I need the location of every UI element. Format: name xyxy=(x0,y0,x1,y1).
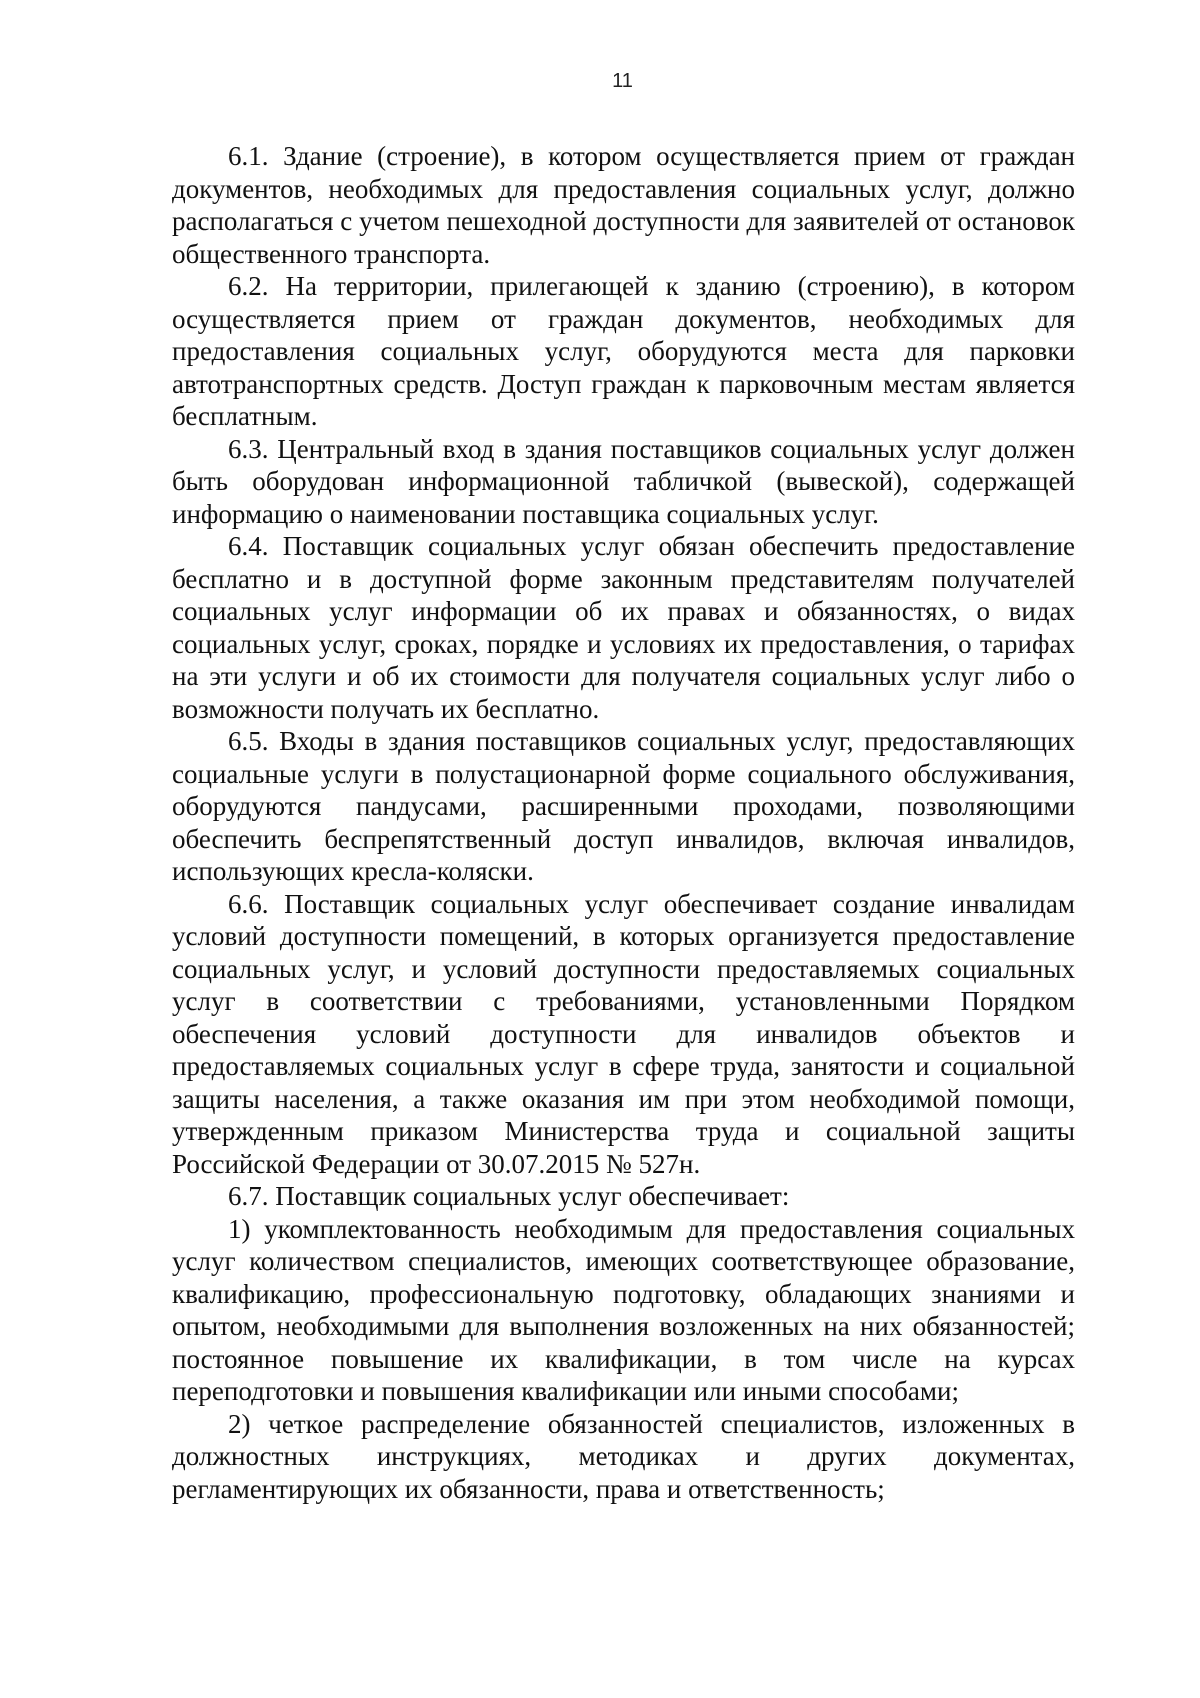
paragraph-6-5: 6.5. Входы в здания поставщиков социальных услуг, предоставляющих социальные услуги в полустационарной форме социального обслуживания, оборудуются пандусами, расширенными проходами, позволяющими обеспечить беспрепятственный доступ инвалидов, включая инвалидов, использующих кресла-коляски. xyxy=(172,726,1075,886)
paragraph-6-1: 6.1. Здание (строение), в котором осуществляется прием от граждан документов, необходимых для предоставления социальных услуг, должно располагаться с учетом пешеходной доступности для заявителей от остановок общественного транспорта. xyxy=(172,141,1075,269)
list-item-1: 1) укомплектованность необходимым для предоставления социальных услуг количеством специалистов, имеющих соответствующее образование, квалификацию, профессиональную подготовку, обладающих знаниями и опытом, необходимыми для выполнения возложенных на них обязанностей; постоянное повышение их квалификации, в том числе на курсах переподготовки и повышения квалификации или иными способами; xyxy=(172,1213,1075,1406)
paragraph-6-4: 6.4. Поставщик социальных услуг обязан обеспечить предоставление бесплатно и в доступной форме законным представителям получателей социальных услуг информации об их правах и обязанностях, о видах социальных услуг, сроках, порядке и условиях их предоставления, о тарифах на эти услуги и об их стоимости для получателя социальных услуг либо о возможности получать их бесплатно. xyxy=(172,531,1075,724)
paragraph-6-3: 6.3. Центральный вход в здания поставщиков социальных услуг должен быть оборудован информационной табличкой (вывеской), содержащей информацию о наименовании поставщика социальных услуг. xyxy=(172,433,1075,529)
paragraph-6-6: 6.6. Поставщик социальных услуг обеспечивает создание инвалидам условий доступности помещений, в которых организуется предоставление социальных услуг, и условий доступности предоставляемых социальных услуг в соответствии с требованиями, установленными Порядком обеспечения условий доступности для инвалидов объектов и предоставляемых социальных услуг в сфере труда, занятости и социальной защиты населения, а также оказания им при этом необходимой помощи, утвержденным приказом Министерства труда и социальной защиты Российской Федерации от 30.07.2015 № 527н. xyxy=(172,888,1075,1179)
list-item-2: 2) четкое распределение обязанностей специалистов, изложенных в должностных инструкциях, методиках и других документах, регламентирующих их обязанности, права и ответственность; xyxy=(172,1408,1075,1504)
page-number: 11 xyxy=(612,70,633,92)
paragraph-6-7: 6.7. Поставщик социальных услуг обеспечивает: xyxy=(228,1181,790,1211)
paragraph-6-2: 6.2. На территории, прилегающей к зданию (строению), в котором осуществляется прием от граждан документов, необходимых для предоставления социальных услуг, оборудуются места для парковки автотранспортных средств. Доступ граждан к парковочным местам является бесплатным. xyxy=(172,271,1075,431)
document-body xyxy=(172,140,1075,1505)
